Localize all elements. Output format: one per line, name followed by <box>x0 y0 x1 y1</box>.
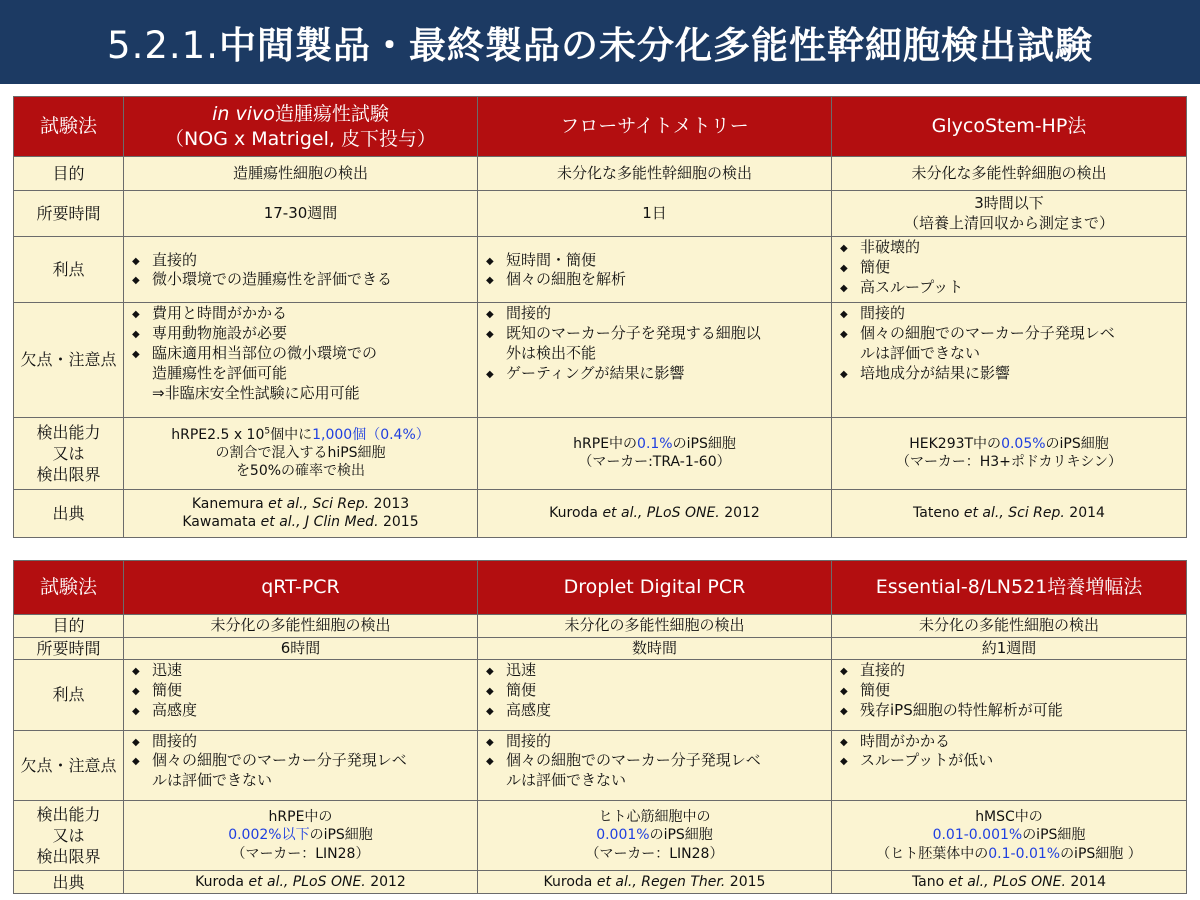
highlight-value: 0.05% <box>1001 435 1046 452</box>
list-item: ◆ 間接的 <box>486 732 825 752</box>
table-cell: 未分化な多能性幹細胞の検出 <box>478 157 832 191</box>
list-item: ◆ 簡便 <box>486 681 825 701</box>
list-item: ◆ 既知のマーカー分子を発現する細胞以 <box>486 324 825 344</box>
method-header: Essential-8/LN521培養増幅法 <box>832 561 1187 615</box>
citation: Tateno et al., Sci Rep. 2014 <box>832 489 1187 537</box>
highlight-value: 0.1-0.01% <box>988 845 1061 862</box>
table-row <box>14 237 1187 303</box>
table-cell <box>124 730 478 800</box>
table-cell: 未分化の多能性細胞の検出 <box>832 614 1187 637</box>
list-item: ◆ 直接的 <box>840 661 1180 681</box>
table-cell: hRPE2.5 x $10^5$個中に1,000個（0.4%） の割合で混入するhiPS細胞 を50%の確率で検出 <box>124 417 478 489</box>
row-label: 所要時間 <box>14 637 124 660</box>
table-cell <box>124 237 478 303</box>
row-label: 利点 <box>14 237 124 303</box>
method-header: in vivo造腫瘍性試験 （NOG x Matrigel, 皮下投与） <box>124 97 478 157</box>
highlight-value: 1,000個（0.4%） <box>312 426 430 443</box>
list-item: ◆ 専用動物施設が必要 <box>132 324 471 344</box>
table-cell: 数時間 <box>478 637 832 660</box>
row-label: 検出能力 又は 検出限界 <box>14 417 124 489</box>
citation: Kanemura et al., Sci Rep. 2013 Kawamata et al., J Clin Med. 2015 <box>124 489 478 537</box>
list-item: ◆ 残存iPS細胞の特性解析が可能 <box>840 701 1180 721</box>
list-item: ◆ 個々の細胞でのマーカー分子発現レベ <box>486 751 825 771</box>
table-cell: 造腫瘍性細胞の検出 <box>124 157 478 191</box>
citation: Kuroda et al., Regen Ther. 2015 <box>478 871 832 894</box>
table-cell <box>832 303 1187 417</box>
row-label: 検出能力 又は 検出限界 <box>14 800 124 870</box>
comparison-table-2 <box>13 560 1186 894</box>
table-row <box>14 660 1187 730</box>
list-item: ◆ 臨床適用相当部位の微小環境での <box>132 344 471 364</box>
table-row <box>14 800 1187 870</box>
table-cell <box>832 730 1187 800</box>
list-item: ◆ 直接的 <box>132 251 471 271</box>
page-title <box>107 15 1093 69</box>
list-item: ◆ 個々の細胞でのマーカー分子発現レベ <box>132 751 471 771</box>
list-item: ◆ 短時間・簡便 <box>486 251 825 271</box>
list-item: ◆ 簡便 <box>840 681 1180 701</box>
table-cell: 未分化な多能性幹細胞の検出 <box>832 157 1187 191</box>
citation: Kuroda et al., PLoS ONE. 2012 <box>478 489 832 537</box>
table-cell: 3時間以下 （培養上清回収から測定まで） <box>832 191 1187 237</box>
citation: Tano et al., PLoS ONE. 2014 <box>832 871 1187 894</box>
table-row <box>14 871 1187 894</box>
title-bar <box>0 0 1200 84</box>
section-number: 5.2.1. <box>107 24 219 67</box>
table-row <box>14 97 1187 157</box>
list-item: ◆ 費用と時間がかかる <box>132 304 471 324</box>
list-item: ◆ 簡便 <box>132 681 471 701</box>
list-item: ◆ 個々の細胞を解析 <box>486 270 825 290</box>
table-row <box>14 157 1187 191</box>
list-item: ◆ 簡便 <box>840 258 1180 278</box>
row-label: 目的 <box>14 614 124 637</box>
method-header: GlycoStem-HP法 <box>832 97 1187 157</box>
method-header: Droplet Digital PCR <box>478 561 832 615</box>
list-item: ◆ 微小環境での造腫瘍性を評価できる <box>132 270 471 290</box>
table-row <box>14 489 1187 537</box>
table-cell: 1日 <box>478 191 832 237</box>
table-cell <box>832 660 1187 730</box>
list-item: ◆ 迅速 <box>132 661 471 681</box>
row-label: 出典 <box>14 871 124 894</box>
table-cell: 未分化の多能性細胞の検出 <box>124 614 478 637</box>
row-label: 欠点・注意点 <box>14 303 124 417</box>
highlight-value: 0.002%以下 <box>228 827 310 844</box>
table-row <box>14 417 1187 489</box>
table-cell: hRPE中の 0.002%以下のiPS細胞 （マーカー：LIN28） <box>124 800 478 870</box>
table-cell: HEK293T中の0.05%のiPS細胞 （マーカー：H3+ポドカリキシン） <box>832 417 1187 489</box>
list-item: ◆ 高スループット <box>840 278 1180 298</box>
continuation-text: ルは評価できない <box>860 344 981 363</box>
table-cell <box>124 660 478 730</box>
table-cell: 未分化の多能性細胞の検出 <box>478 614 832 637</box>
list-item: ◆ 個々の細胞でのマーカー分子発現レベ <box>840 324 1180 344</box>
table-cell: ヒト心筋細胞中の 0.001%のiPS細胞 （マーカー：LIN28） <box>478 800 832 870</box>
table-cell: 17-30週間 <box>124 191 478 237</box>
column-header-method: 試験法 <box>14 561 124 615</box>
row-label: 所要時間 <box>14 191 124 237</box>
title-text: 中間製品・最終製品の未分化多能性幹細胞検出試験 <box>218 24 1093 67</box>
comparison-table-1 <box>13 96 1186 538</box>
list-item: ◆ 間接的 <box>486 304 825 324</box>
table-row <box>14 614 1187 637</box>
continuation-text: ルは評価できない <box>506 771 627 790</box>
citation: Kuroda et al., PLoS ONE. 2012 <box>124 871 478 894</box>
row-label: 目的 <box>14 157 124 191</box>
continuation-text: ルは評価できない <box>152 771 273 790</box>
table-cell: 約1週間 <box>832 637 1187 660</box>
table-row <box>14 637 1187 660</box>
continuation-text: 外は検出不能 <box>506 344 597 363</box>
table-cell: hMSC中の 0.01-0.001%のiPS細胞 （ヒト胚葉体中の0.1-0.01%のiPS細胞 ） <box>832 800 1187 870</box>
table-row <box>14 303 1187 417</box>
method-header: qRT-PCR <box>124 561 478 615</box>
table-row <box>14 730 1187 800</box>
highlight-value: 0.01-0.001% <box>932 827 1023 844</box>
table-cell <box>124 303 478 417</box>
highlight-value: 0.1% <box>637 435 673 452</box>
continuation-text: 造腫瘍性を評価可能 <box>152 363 288 382</box>
highlight-value: 0.001% <box>596 827 650 844</box>
list-item: ◆ ゲーティングが結果に影響 <box>486 364 825 384</box>
table-cell <box>832 237 1187 303</box>
continuation-text: ⇒非臨床安全性試験に応用可能 <box>152 383 360 402</box>
column-header-method: 試験法 <box>14 97 124 157</box>
list-item: ◆ 迅速 <box>486 661 825 681</box>
list-item: ◆ 間接的 <box>840 304 1180 324</box>
list-item: ◆ 間接的 <box>132 732 471 752</box>
list-item: ◆ 高感度 <box>132 701 471 721</box>
table-cell <box>478 303 832 417</box>
table-cell: hRPE中の0.1%のiPS細胞 （マーカー:TRA-1-60） <box>478 417 832 489</box>
table-row <box>14 191 1187 237</box>
table-cell: 6時間 <box>124 637 478 660</box>
list-item: ◆ スループットが低い <box>840 751 1180 771</box>
row-label: 出典 <box>14 489 124 537</box>
table-cell <box>478 730 832 800</box>
list-item: ◆ 高感度 <box>486 701 825 721</box>
list-item: ◆ 時間がかかる <box>840 732 1180 752</box>
row-label: 利点 <box>14 660 124 730</box>
table-cell <box>478 660 832 730</box>
list-item: ◆ 培地成分が結果に影響 <box>840 364 1180 384</box>
row-label: 欠点・注意点 <box>14 730 124 800</box>
table-row <box>14 561 1187 615</box>
method-header: フローサイトメトリー <box>478 97 832 157</box>
table-cell <box>478 237 832 303</box>
list-item: ◆ 非破壊的 <box>840 238 1180 258</box>
